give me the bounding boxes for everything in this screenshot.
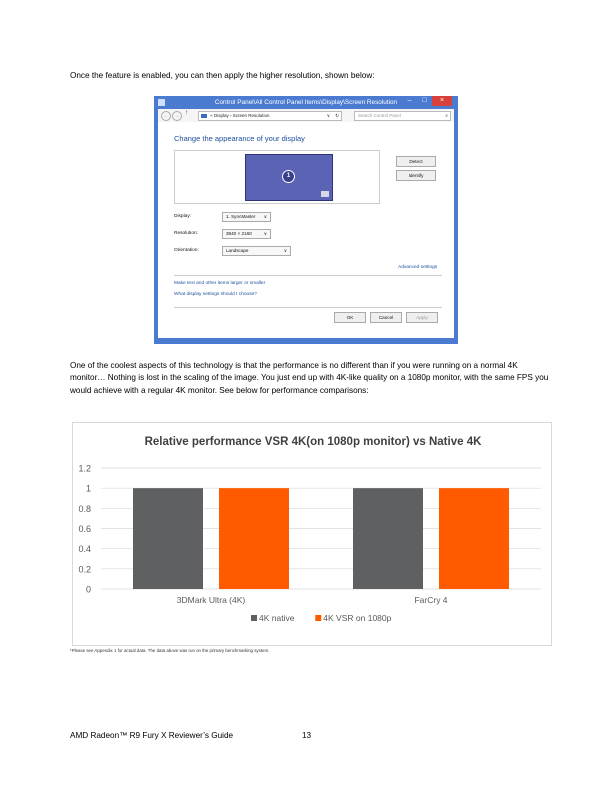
x-tick-label: 3DMark Ultra (4K) [176,595,246,605]
y-tick-label: 1.2 [78,463,91,474]
divider [174,307,442,308]
monitor-thumbnail [245,154,333,201]
chart-title: Relative performance VSR 4K(on 1080p monitor) vs Native 4K [144,436,482,448]
display-icon [201,114,207,118]
orientation-dropdown [222,246,291,256]
apply-button: Apply [406,312,438,323]
body-paragraph: One of the coolest aspects of this technology is that the performance is no different than if you were running on a normal 4K monitor… Nothing is lost in the scaling of the image. You just end up with 4K-like quality on a 1080p monitor, with the same FPS you would achieve with a regular 4K monitor. See below for performance comparisons: [70,361,549,395]
bar-4k-vsr-on-1080p [219,488,289,589]
resolution-dropdown [222,229,271,239]
chevron-down-icon: ∨ [283,248,287,253]
y-tick-label: 0 [85,584,91,595]
maximize-icon: □ [422,97,427,104]
footnote: *Please see Appendix 1 for actual data. The data above was run on the primary benchmarking system. [70,648,270,653]
y-tick-label: 0.2 [78,564,91,575]
address-chevron-icon: ∨ [326,113,330,118]
forward-icon: → [172,111,182,121]
screen-resolution-screenshot [154,96,458,344]
display-label: Display: [174,214,192,219]
monitor-corner-icon [321,191,329,197]
refresh-icon: ↻ [335,113,339,118]
legend-label: 4K native [259,613,295,623]
up-arrow-icon: ↑ [185,110,188,116]
chart-canvas [73,423,553,647]
y-tick-label: 0.4 [78,544,91,555]
minimize-icon: – [407,97,412,104]
back-icon: ← [161,111,171,121]
search-placeholder: Search Control Panel [358,113,401,118]
display-value: 1. SyncMaster [226,214,256,219]
address-bar [158,109,454,122]
chevron-down-icon: ∨ [263,214,267,219]
performance-chart [72,422,552,646]
display-settings-help-link: What display settings should I choose? [174,292,257,297]
display-dropdown [222,212,271,222]
legend-swatch [251,615,257,621]
page-number: 13 [302,731,312,740]
address-path: « Display › Screen Resolution [210,113,270,118]
detect-button: Detect [396,156,436,167]
intro-paragraph: Once the feature is enabled, you can then apply the higher resolution, shown below: [70,71,375,80]
legend-label: 4K VSR on 1080p [323,613,392,623]
footer-title: AMD Radeon™ R9 Fury X Reviewer’s Guide [70,731,234,740]
orientation-label: Orientation: [174,248,199,253]
chevron-down-icon: ∨ [263,231,267,236]
resolution-value: 3840 × 2160 [226,231,252,236]
y-tick-label: 0.8 [78,503,91,514]
search-icon: ⌕ [445,113,448,119]
bar-4k-native [353,488,423,589]
search-field [354,111,451,121]
y-tick-label: 1 [85,483,91,494]
monitor-number-badge: 1 [282,170,295,183]
window-title: Control Panel\All Control Panel Items\Display\Screen Resolution [214,99,398,106]
text-size-link: Make text and other items larger or smaller [174,281,266,286]
advanced-settings-link: Advanced settings [398,265,438,270]
address-field [198,111,342,121]
y-tick-label: 0.6 [78,524,91,534]
resolution-label: Resolution: [174,231,198,236]
x-tick-label: FarCry 4 [414,595,448,605]
ok-button: OK [334,312,366,323]
divider [174,275,442,276]
bar-4k-native [133,488,203,589]
identify-button: Identify [396,170,436,181]
cancel-button: Cancel [370,312,402,323]
legend-swatch [315,615,321,621]
bar-4k-vsr-on-1080p [439,488,509,589]
orientation-value: Landscape [226,248,249,253]
close-icon: × [432,96,452,106]
window-controls [402,96,452,107]
dialog-content [158,122,454,338]
display-preview [174,150,380,204]
dialog-heading: Change the appearance of your display [174,134,305,143]
